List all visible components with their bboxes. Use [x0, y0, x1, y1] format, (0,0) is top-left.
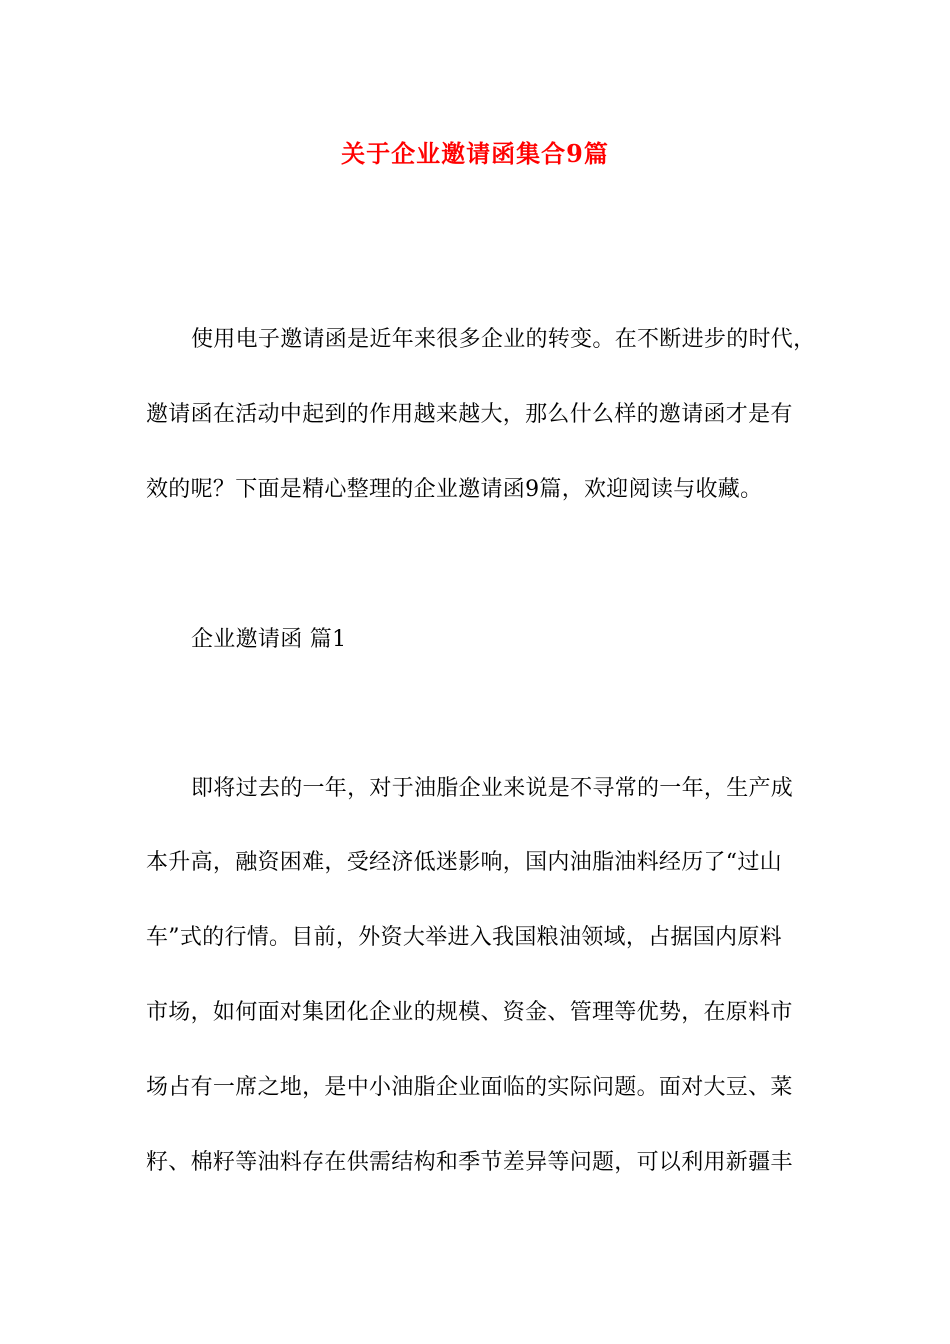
intro-line: 邀请函在活动中起到的作用越来越大，那么什么样的邀请函才是有: [146, 402, 793, 427]
body-line: 市场，如何面对集团化企业的规模、资金、管理等优势，在原料市: [146, 1000, 793, 1025]
body-line: 本升高，融资困难，受经济低迷影响，国内油脂油料经历了“过山: [146, 850, 782, 875]
body-line: 场占有一席之地，是中小油脂企业面临的实际问题。面对大豆、菜: [146, 1075, 793, 1100]
document-title: 关于企业邀请函集合9篇: [341, 139, 609, 168]
body-line: 即将过去的一年，对于油脂企业来说是不寻常的一年，生产成: [191, 776, 794, 801]
intro-line: 效的呢？下面是精心整理的企业邀请函9篇，欢迎阅读与收藏。: [146, 477, 763, 502]
body-line: 车”式的行情。目前，外资大举进入我国粮油领域，占据国内原料: [146, 925, 782, 950]
intro-line: 使用电子邀请函是近年来很多企业的转变。在不断进步的时代，: [191, 327, 816, 352]
section-heading: 企业邀请函 篇1: [191, 627, 347, 652]
body-line: 籽、棉籽等油料存在供需结构和季节差异等问题，可以利用新疆丰: [146, 1150, 793, 1175]
